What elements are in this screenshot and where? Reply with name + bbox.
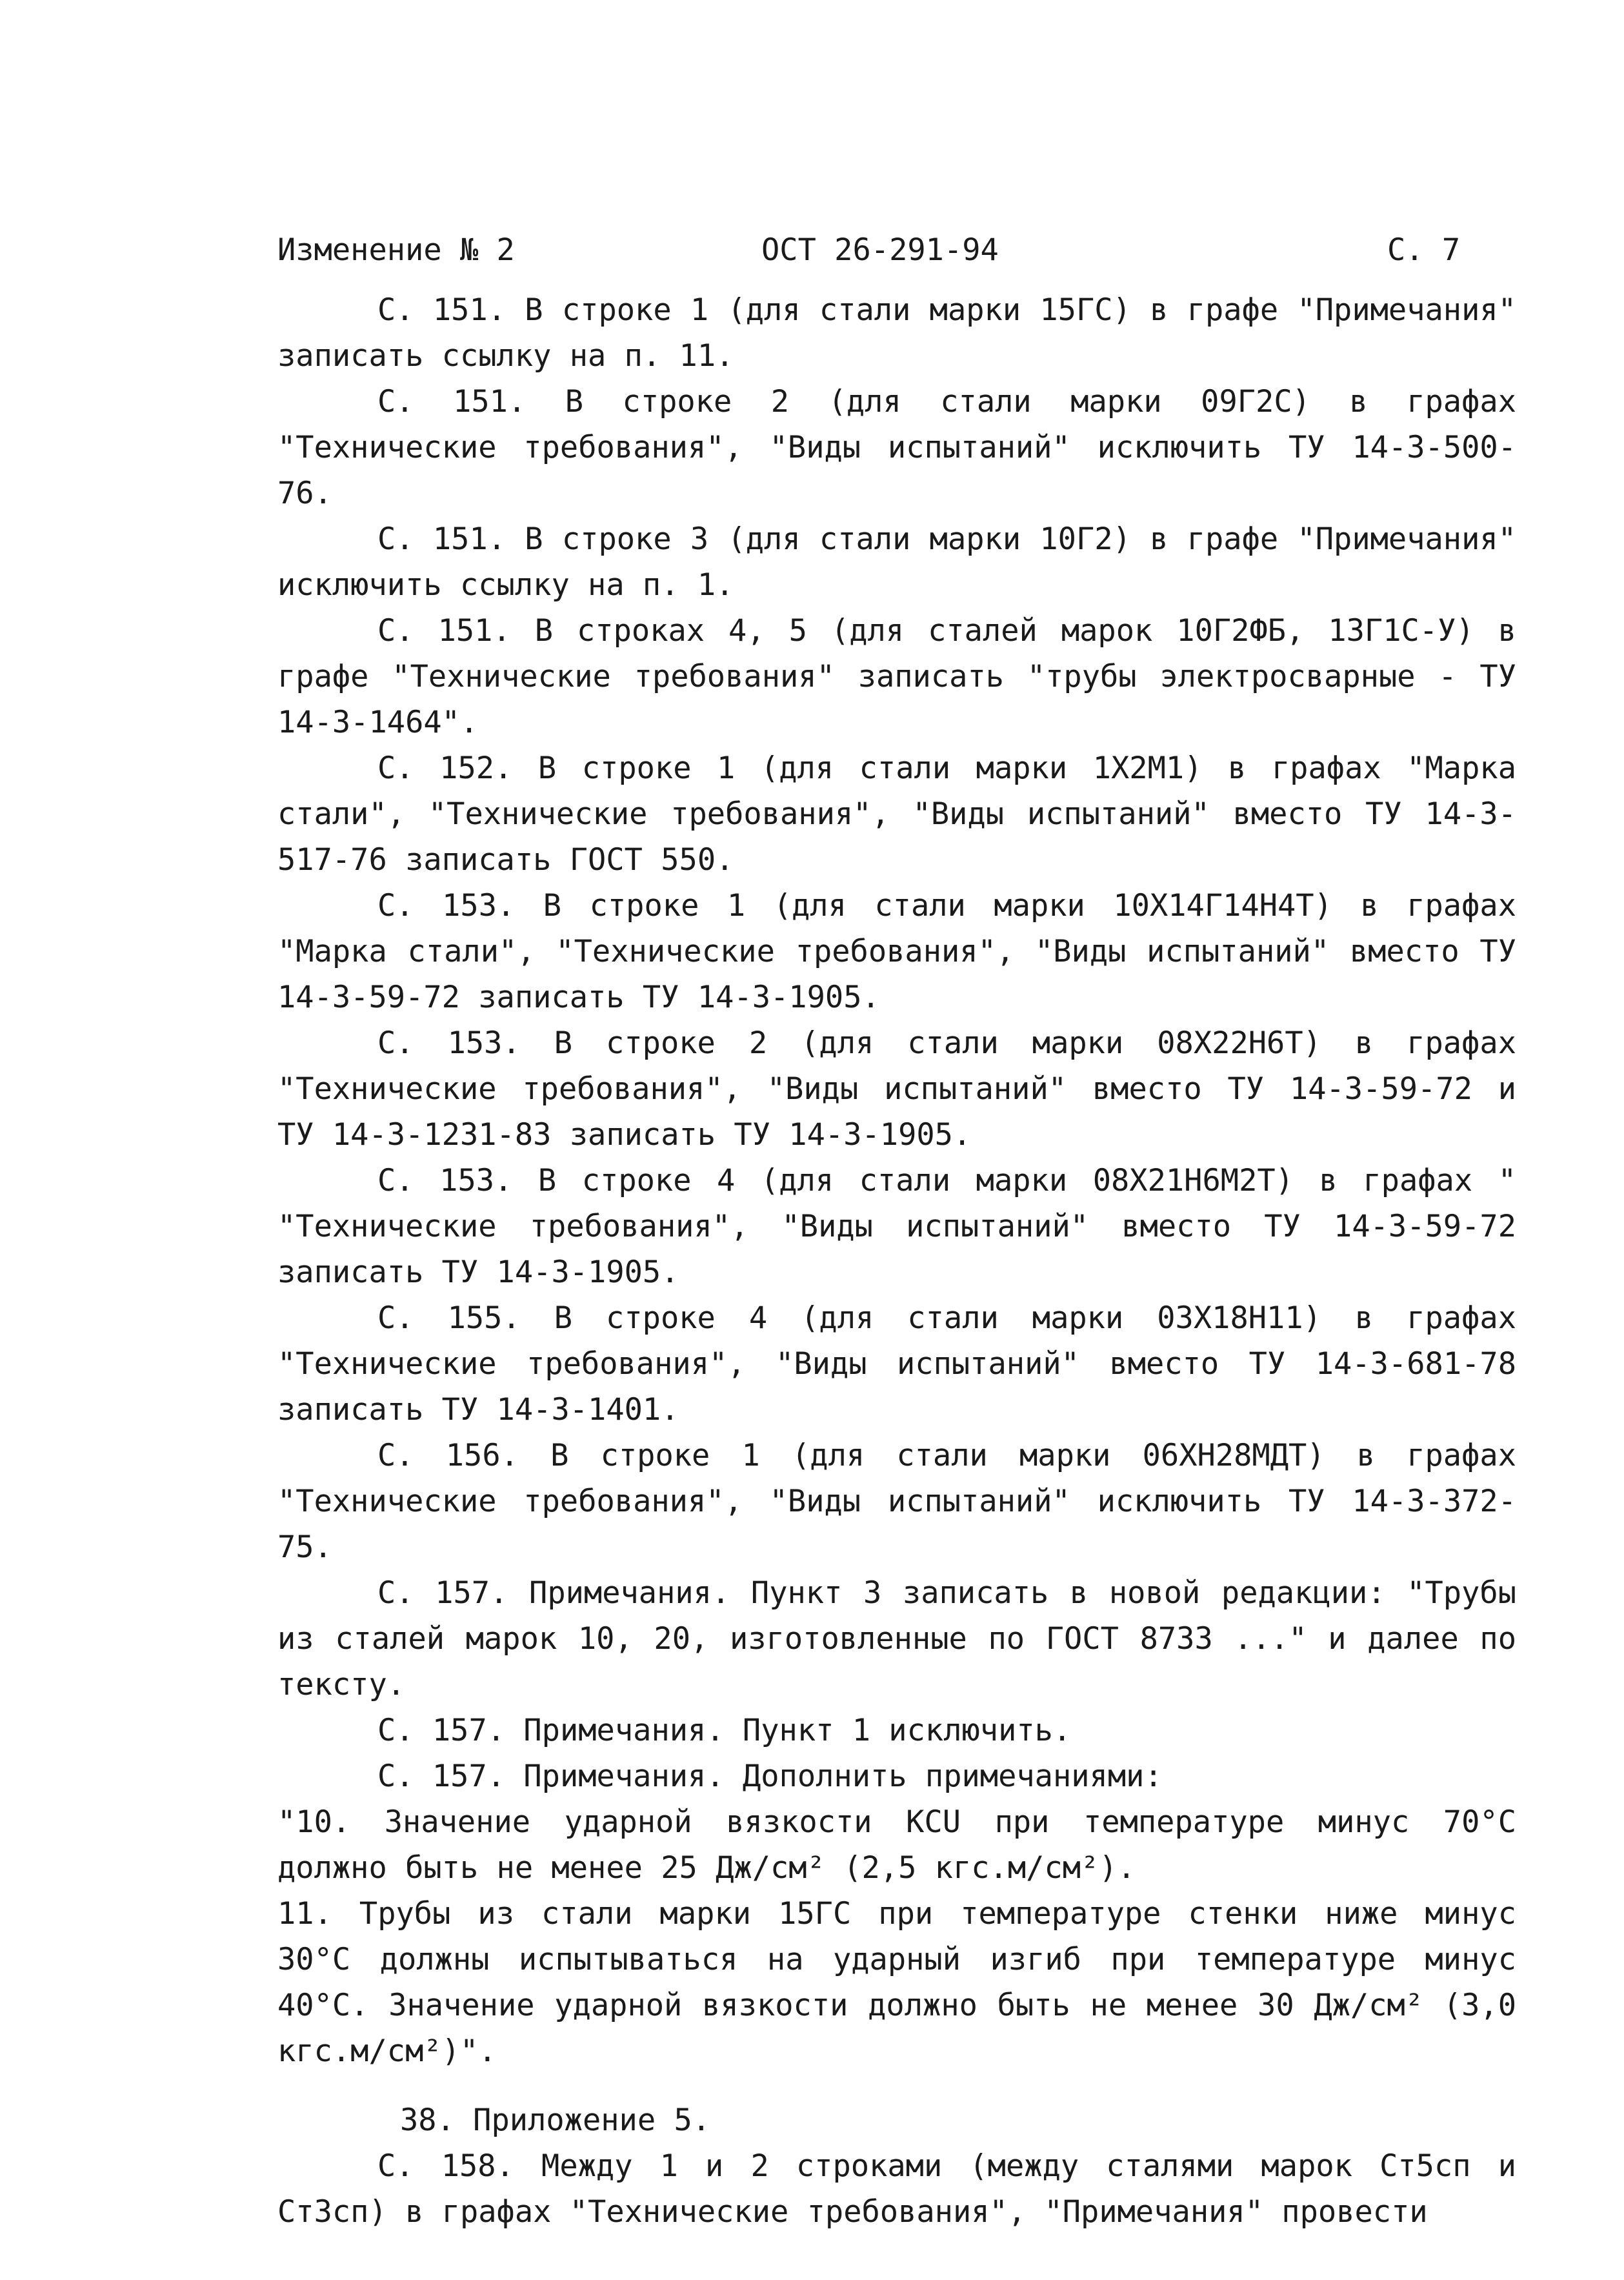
paragraph: С. 151. В строке 1 (для стали марки 15ГС) в графе "Примечания" записать ссылку на п. 11. — [277, 292, 1516, 374]
appendix-heading: 38. Приложение 5. — [400, 2103, 711, 2138]
change-number: Изменение № 2 — [277, 232, 515, 268]
note-item: "10. Значение ударной вязкости KCU при температуре минус 70°С должно быть не менее 25 Дж/см² (2,5 кгс.м/см²). — [277, 1804, 1516, 1886]
standard-code: ОСТ 26-291-94 — [761, 232, 999, 268]
paragraph: С. 155. В строке 4 (для стали марки 03Х18Н11) в графах "Технические требования", "Виды испытаний" вместо ТУ 14-3-681-78 записать ТУ 14-3-1401. — [277, 1300, 1516, 1428]
note-item: 11. Трубы из стали марки 15ГС при температуре стенки ниже минус 30°С должны испытываться на ударный изгиб при температуре минус 40°С. Значение ударной вязкости должно быть не менее 30 Дж/см² (3,0 кгс.м/см²)". — [277, 1896, 1516, 2069]
paragraph: С. 151. В строке 3 (для стали марки 10Г2) в графе "Примечания" исключить ссылку на п. 1. — [277, 521, 1516, 603]
paragraph: С. 153. В строке 4 (для стали марки 08Х21Н6М2Т) в графах " "Технические требования", "Виды испытаний" вместо ТУ 14-3-59-72 записать ТУ 14-3-1905. — [277, 1163, 1516, 1290]
paragraph: С. 157. Примечания. Пункт 1 исключить. — [377, 1713, 1072, 1748]
paragraph: С. 158. Между 1 и 2 строками (между сталями марок Ст5сп и Ст3сп) в графах "Технические требования", "Примечания" провести — [277, 2148, 1516, 2230]
paragraph: С. 156. В строке 1 (для стали марки 06ХН28МДТ) в графах "Технические требования", "Виды испытаний" исключить ТУ 14-3-372-75. — [277, 1438, 1516, 1565]
paragraph: С. 157. Примечания. Пункт 3 записать в новой редакции: "Трубы из сталей марок 10, 20, изготовленные по ГОСТ 8733 ..." и далее по тексту. — [277, 1575, 1516, 1702]
paragraph: С. 151. В строках 4, 5 (для сталей марок 10Г2ФБ, 13Г1С-У) в графе "Технические требования" записать "трубы электросварные - ТУ 14-3-1464". — [277, 613, 1516, 740]
paragraph: С. 153. В строке 1 (для стали марки 10Х14Г14Н4Т) в графах "Марка стали", "Технические требования", "Виды испытаний" вместо ТУ 14-3-59-72 записать ТУ 14-3-1905. — [277, 888, 1516, 1015]
paragraph: С. 157. Примечания. Дополнить примечаниями: — [377, 1759, 1163, 1794]
page-header — [277, 232, 1461, 277]
paragraph: С. 153. В строке 2 (для стали марки 08Х22Н6Т) в графах "Технические требования", "Виды испытаний" вместо ТУ 14-3-59-72 и ТУ 14-3-1231-83 записать ТУ 14-3-1905. — [277, 1025, 1516, 1153]
page-number: С. 7 — [1387, 232, 1461, 268]
document-body — [277, 287, 1516, 2235]
paragraph: С. 152. В строке 1 (для стали марки 1Х2М1) в графах "Марка стали", "Технические требования", "Виды испытаний" вместо ТУ 14-3-517-76 записать ГОСТ 550. — [277, 751, 1516, 878]
paragraph: С. 151. В строке 2 (для стали марки 09Г2С) в графах "Технические требования", "Виды испытаний" исключить ТУ 14-3-500-76. — [277, 384, 1516, 511]
notes-block — [277, 1799, 1516, 2074]
